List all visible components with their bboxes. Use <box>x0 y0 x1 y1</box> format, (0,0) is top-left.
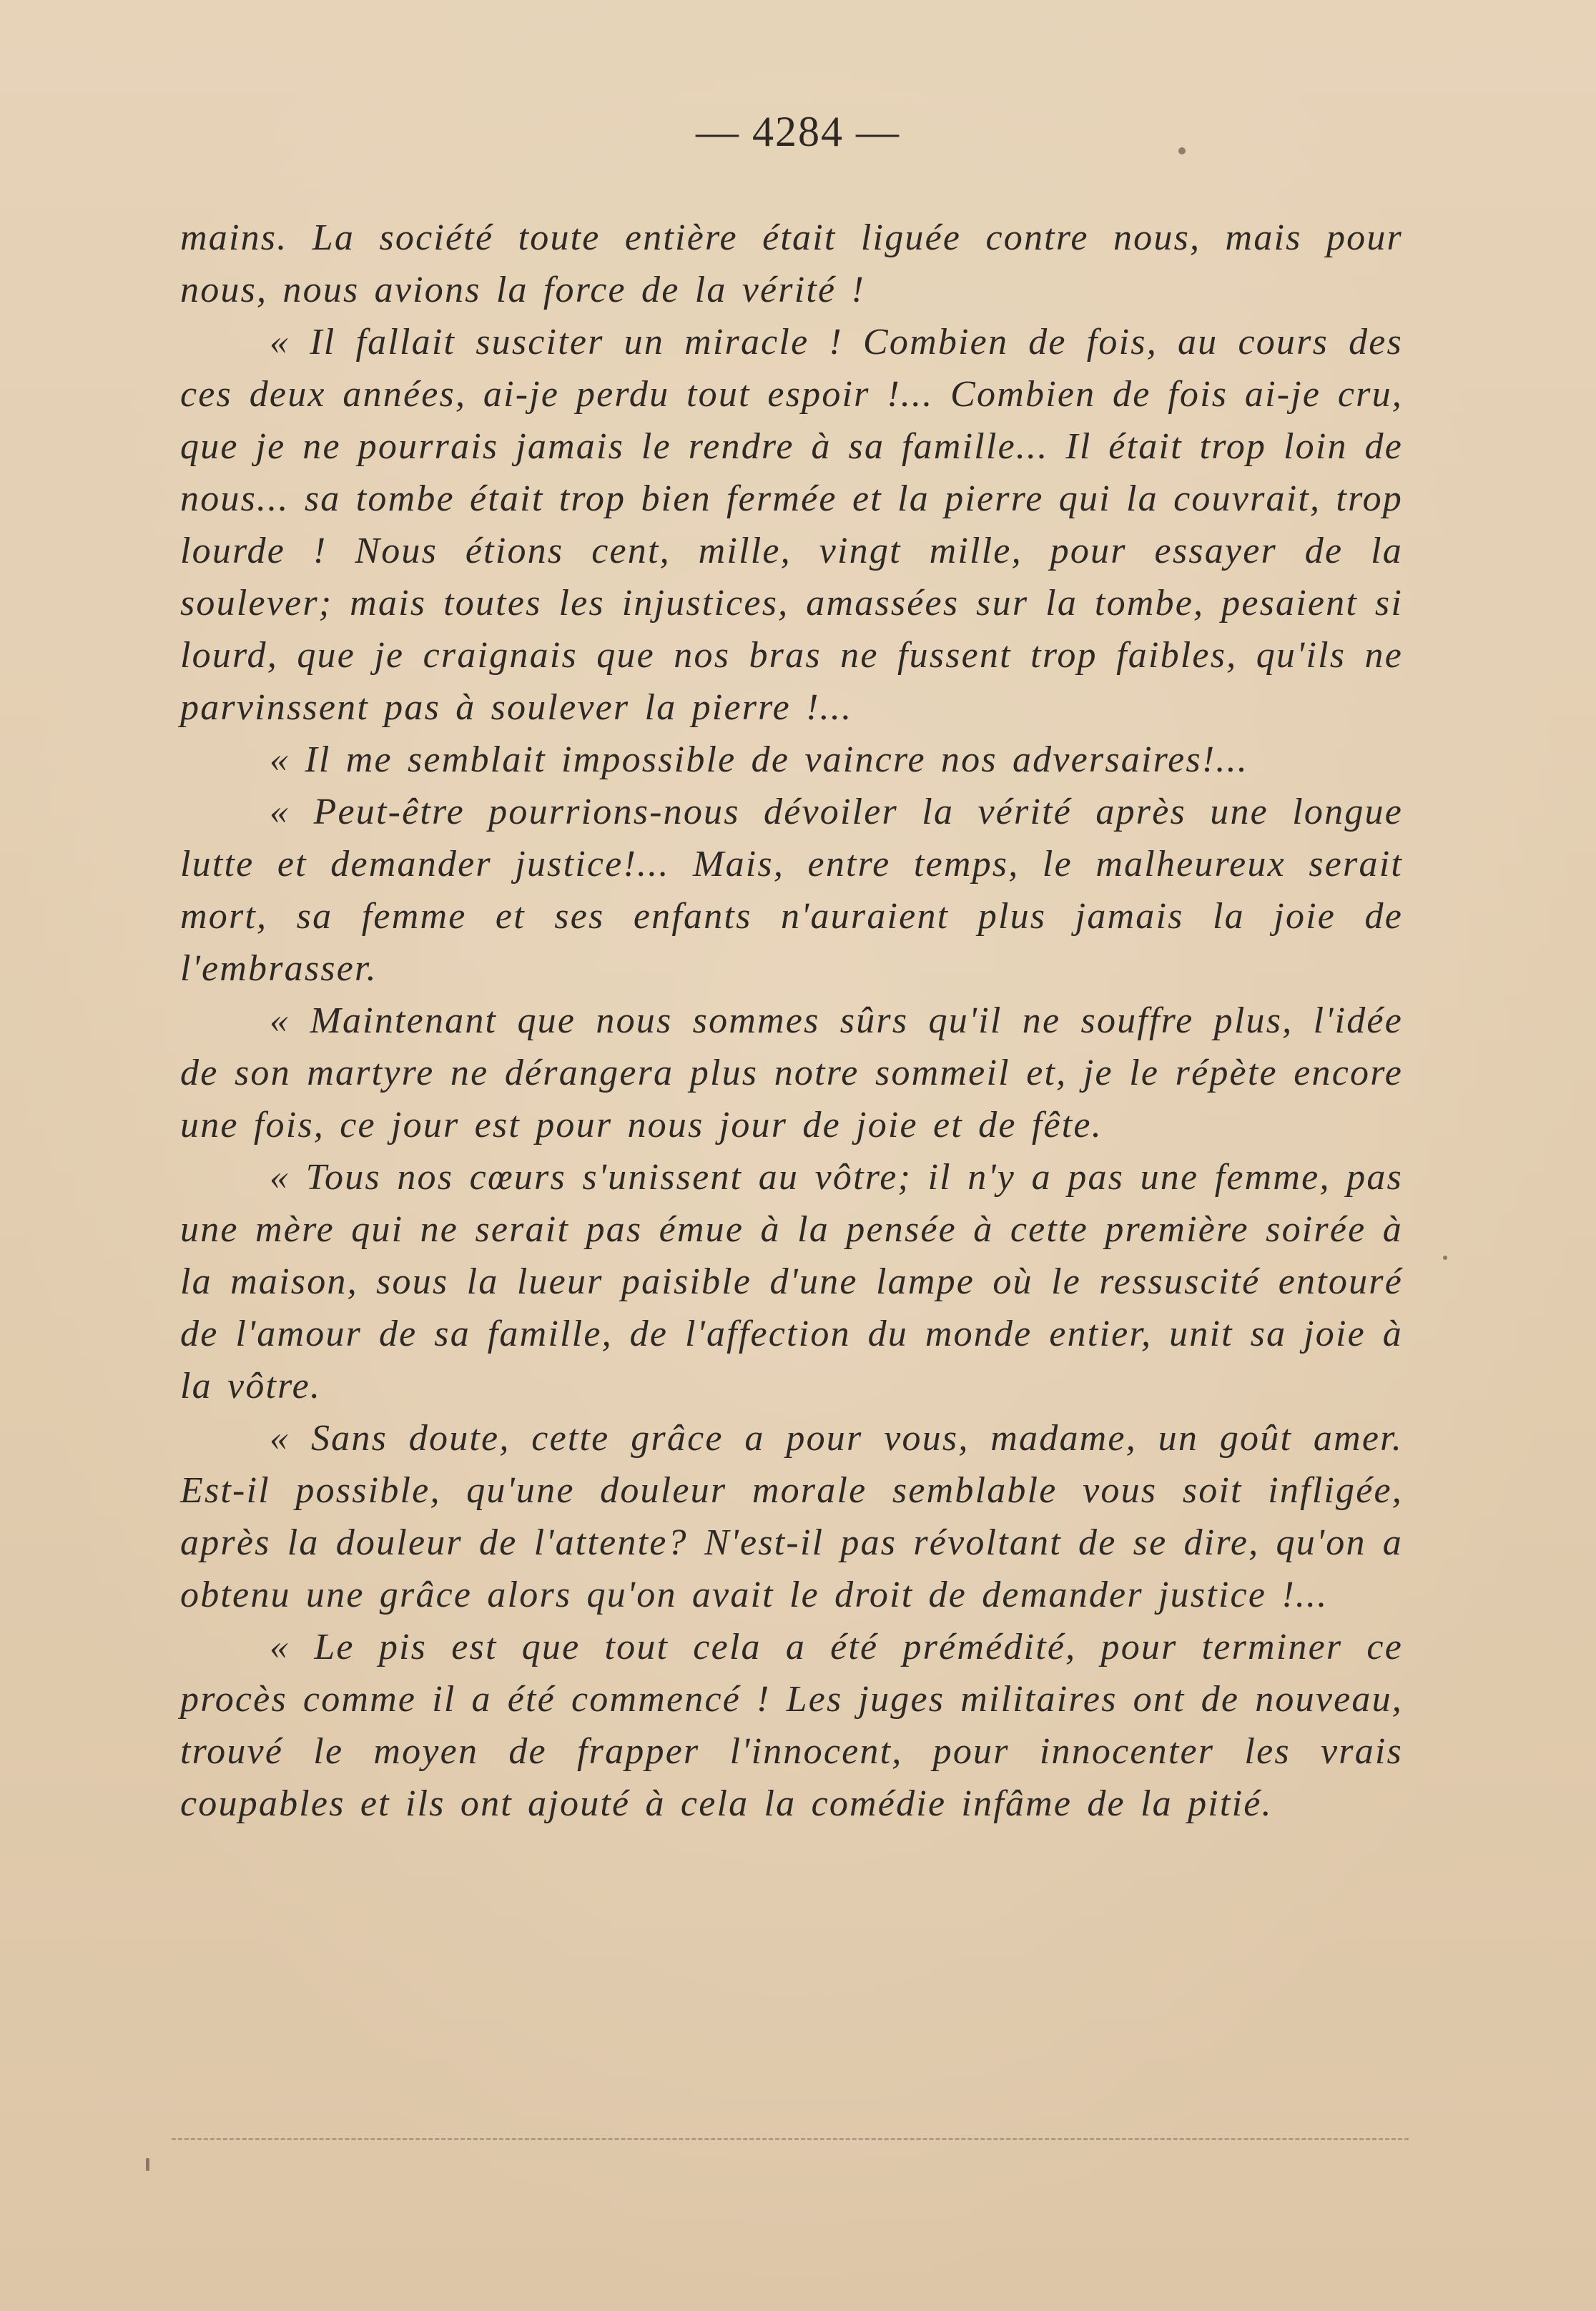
paper-speck <box>146 2158 149 2171</box>
paragraph: « Peut-être pourrions-nous dévoiler la vérité après une longue lutte et demander justice!... Mais, entre temps, le malheureux serait mort, sa femme et ses enfants n'auraient plus jamais la joie de l'embrasser. <box>180 792 1403 989</box>
paper-speck <box>1443 1256 1447 1260</box>
paragraph: « Tous nos cœurs s'unissent au vôtre; il n'y a pas une femme, pas une mère qui ne serait pas émue à la pensée à cette première soirée à la maison, sous la lueur paisible d'une lampe où le ressuscité entouré de l'amour de sa famille, de l'affection du monde entier, unit sa joie à la vôtre. <box>180 1157 1403 1406</box>
body-text <box>180 212 1403 1830</box>
paragraph: « Sans doute, cette grâce a pour vous, madame, un goût amer. Est-il possible, qu'une douleur morale semblable vous soit infligée, après la douleur de l'attente? N'est-il pas révoltant de se dire, qu'on a obtenu une grâce alors qu'on avait le droit de demander justice !... <box>180 1418 1403 1615</box>
page-number: — 4284 — <box>696 108 900 155</box>
paragraph: « Le pis est que tout cela a été prémédité, pour terminer ce procès comme il a été commencé ! Les juges militaires ont de nouveau, trouvé le moyen de frapper l'innocent, pour innocenter les vrais coupables et ils ont ajouté à cela la comédie infâme de la pitié. <box>180 1627 1403 1824</box>
paragraph: « Maintenant que nous sommes sûrs qu'il ne souffre plus, l'idée de son martyre ne dérangera plus notre sommeil et, je le répète encore une fois, ce jour est pour nous jour de joie et de fête. <box>180 1000 1403 1145</box>
paragraph-continued: mains. La société toute entière était liguée contre nous, mais pour nous, nous avions la force de la vérité ! <box>180 217 1403 310</box>
paragraph: « Il me semblait impossible de vaincre nos adversaires!... <box>270 739 1248 780</box>
paper-speck <box>1178 147 1186 154</box>
footer-dashed-rule <box>172 2138 1409 2140</box>
paragraph: « Il fallait susciter un miracle ! Combien de fois, au cours des ces deux années, ai-je perdu tout espoir !... Combien de fois ai-je cru, que je ne pourrais jamais le rendre à sa famille... Il était trop loin de nous... sa tombe était trop bien fermée et la pierre qui la couvrait, trop lourde ! Nous étions cent, mille, vingt mille, pour essayer de la soulever; mais toutes les injustices, amassées sur la tombe, pesaient si lourd, que je craignais que nos bras ne fussent trop faibles, qu'ils ne parvinssent pas à soulever la pierre !... <box>180 322 1403 728</box>
